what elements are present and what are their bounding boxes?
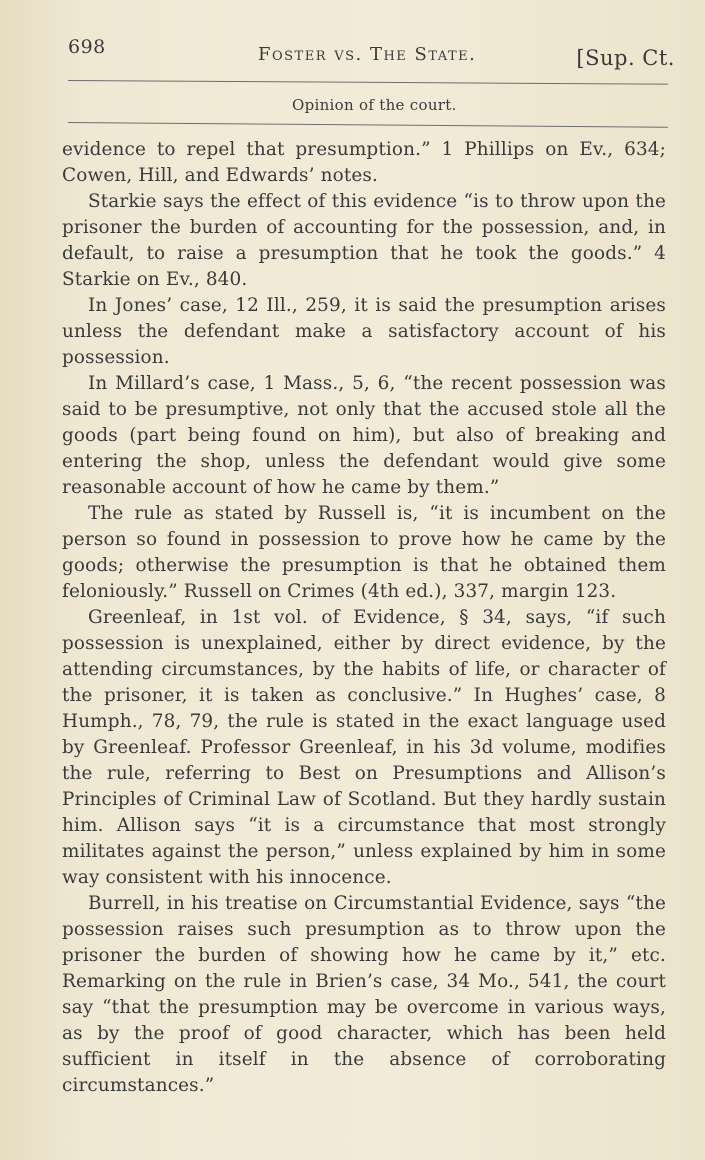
paragraph-jones-case: In Jones’ case, 12 Ill., 259, it is said the presumption arises unless the defendant make a satisfactory account of his possession. — [62, 295, 666, 368]
paragraph-russell: The rule as stated by Russell is, “it is incumbent on the person so found in possession to prove how he came by the goods; otherwise the presumption is that he obtained them feloniously.” Russell on Crimes (4th ed.), 337, margin 123. — [62, 503, 666, 602]
section-rule — [68, 122, 668, 128]
paragraph-continuation: evidence to repel that presumption.” 1 Phillips on Ev., 634; Cowen, Hill, and Edwards’ notes. — [62, 139, 666, 186]
court-tag: [Sup. Ct. — [576, 46, 675, 70]
section-label: Opinion of the court. — [292, 96, 457, 114]
paragraph-millard-case: In Millard’s case, 1 Mass., 5, 6, “the recent possession was said to be presumptive, not only that the accused stole all the goods (part being found on him), but also of breaking and entering the shop, unless the defendant would give some reasonable account of how he came by them.” — [62, 373, 666, 498]
paragraph-starkie: Starkie says the effect of this evidence “is to throw upon the prisoner the burden of accounting for the possession, and, in default, to raise a presumption that he took the goods.” 4 Starkie on Ev., 840. — [62, 191, 666, 290]
page-number: 698 — [68, 36, 106, 58]
header-rule — [68, 80, 668, 85]
paragraph-burrell: Burrell, in his treatise on Circumstantial Evidence, says “the possession raises such presumption as to throw upon the prisoner the burden of showing how he came by it,” etc. Remarking on the rule in Brien’s case, 34 Mo., 541, the court say “that the presumption may be overcome in various ways, as by the proof of good character, which has been held sufficient in itself in the absence of corroborating circumstances.” — [62, 893, 666, 1096]
page-header — [68, 30, 675, 70]
paragraph-greenleaf: Greenleaf, in 1st vol. of Evidence, § 34, says, “if such possession is unexplained, either by direct evidence, by the attending circumstances, by the habits of life, or character of the prisoner, it is taken as conclusive.” In Hughes’ case, 8 Humph., 78, 79, the rule is stated in the exact language used by Greenleaf. Professor Greenleaf, in his 3d volume, modifies the rule, referring to Best on Presumptions and Allison’s Principles of Criminal Law of Scotland. But they hardly sustain him. Allison says “it is a circumstance that most strongly militates against the person,” unless explained by him in some way consistent with his innocence. — [62, 607, 666, 888]
running-title: Foster vs. The State. — [258, 44, 477, 65]
opinion-text — [62, 137, 666, 1099]
